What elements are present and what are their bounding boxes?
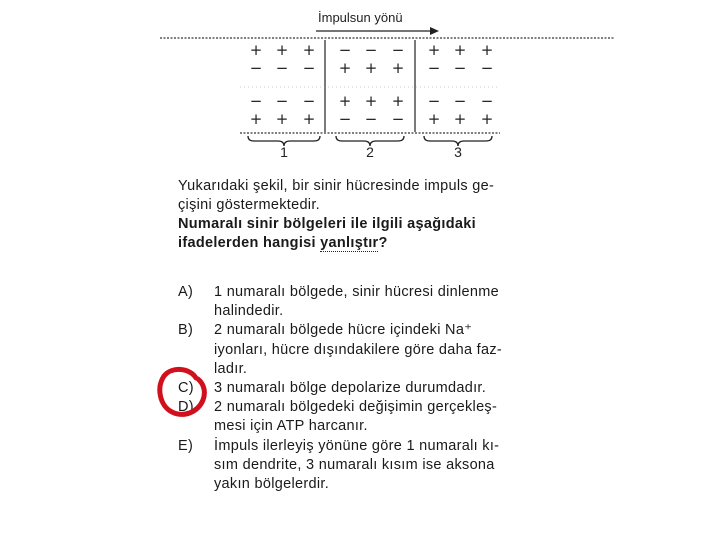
- charge-bottom-inner-9: −: [480, 92, 494, 110]
- charge-top-inner-8: −: [453, 59, 467, 77]
- charge-bottom-outer-8: +: [453, 110, 467, 128]
- membrane-diagram: [0, 0, 720, 175]
- charge-bottom-inner-3: −: [302, 92, 316, 110]
- charge-bottom-outer-2: +: [275, 110, 289, 128]
- charge-bottom-inner-8: −: [453, 92, 467, 110]
- charge-top-outer-1: +: [249, 41, 263, 59]
- charge-top-inner-4: +: [338, 59, 352, 77]
- charge-bottom-inner-5: +: [364, 92, 378, 110]
- charge-top-inner-2: −: [275, 59, 289, 77]
- question-emphasis-word: yanlıştır: [320, 235, 379, 251]
- option-letter: C): [178, 380, 194, 397]
- option-e-line-1: İmpuls ilerleyiş yönüne göre 1 numaralı kı-: [214, 437, 500, 454]
- charge-top-outer-5: −: [364, 41, 378, 59]
- impulse-direction-arrow: [316, 27, 439, 35]
- question-stem: [178, 177, 598, 253]
- charge-top-outer-7: +: [427, 41, 441, 59]
- option-a[interactable]: [178, 283, 598, 321]
- charge-top-inner-9: −: [480, 59, 494, 77]
- charge-bottom-outer-5: −: [364, 110, 378, 128]
- arrow-label: İmpulsun yönü: [318, 10, 403, 25]
- region-label-1: 1: [280, 144, 288, 160]
- question-line-4-suffix: ?: [378, 235, 388, 251]
- option-b[interactable]: [178, 321, 598, 379]
- charge-bottom-inner-2: −: [275, 92, 289, 110]
- region-label-2: 2: [366, 144, 374, 160]
- option-letter: A): [178, 284, 194, 300]
- region-label-3: 3: [454, 144, 462, 160]
- option-c[interactable]: [178, 379, 598, 398]
- charge-bottom-outer-6: −: [391, 110, 405, 128]
- option-e[interactable]: [178, 437, 598, 495]
- option-letter: D): [178, 399, 194, 416]
- charge-bottom-inner-1: −: [249, 92, 263, 110]
- charge-top-outer-2: +: [275, 41, 289, 59]
- option-letter: E): [178, 437, 194, 454]
- charge-top-outer-6: −: [391, 41, 405, 59]
- charge-bottom-outer-4: −: [338, 110, 352, 128]
- option-d-line-1: 2 numaralı bölgedeki değişimin gerçekleş-: [214, 399, 498, 416]
- charge-bottom-outer-9: +: [480, 110, 494, 128]
- option-a-line-1: 1 numaralı bölgede, sinir hücresi dinlenme: [214, 284, 500, 300]
- option-d[interactable]: [178, 398, 598, 436]
- charge-bottom-inner-6: +: [391, 92, 405, 110]
- charge-top-inner-3: −: [302, 59, 316, 77]
- option-b-line-2: iyonları, hücre dışındakilere göre daha faz-: [214, 341, 503, 358]
- option-b-line-3: ladır.: [214, 360, 248, 377]
- option-letter: B): [178, 322, 194, 339]
- charge-top-inner-7: −: [427, 59, 441, 77]
- answer-options: [178, 283, 598, 494]
- charge-top-inner-5: +: [364, 59, 378, 77]
- option-c-line-1: 3 numaralı bölge depolarize durumdadır.: [214, 380, 487, 397]
- charge-bottom-inner-4: +: [338, 92, 352, 110]
- charge-bottom-outer-7: +: [427, 110, 441, 128]
- charge-top-outer-3: +: [302, 41, 316, 59]
- question-line-3: Numaralı sinir bölgeleri ile ilgili aşağıdaki: [178, 216, 476, 232]
- charge-top-inner-1: −: [249, 59, 263, 77]
- charge-top-outer-8: +: [453, 41, 467, 59]
- charge-top-inner-6: +: [391, 59, 405, 77]
- question-line-1: Yukarıdaki şekil, bir sinir hücresinde impuls ge-: [178, 178, 495, 194]
- question-line-4: [178, 234, 598, 253]
- charge-bottom-inner-7: −: [427, 92, 441, 110]
- charge-top-outer-9: +: [480, 41, 494, 59]
- charge-bottom-outer-3: +: [302, 110, 316, 128]
- option-d-line-2: mesi için ATP harcanır.: [214, 418, 368, 435]
- charge-top-outer-4: −: [338, 41, 352, 59]
- question-line-2: çişini göstermektedir.: [178, 197, 320, 213]
- option-e-line-3: yakın bölgelerdir.: [214, 476, 330, 493]
- question-line-4-prefix: ifadelerden hangisi: [178, 235, 321, 251]
- option-e-line-2: sım dendrite, 3 numaralı kısım ise aksona: [214, 456, 495, 473]
- charge-bottom-outer-1: +: [249, 110, 263, 128]
- option-b-line-1: 2 numaralı bölgede hücre içindeki Na⁺: [214, 322, 473, 339]
- charge-grid: [250, 41, 494, 128]
- option-a-line-2: halindedir.: [214, 303, 284, 320]
